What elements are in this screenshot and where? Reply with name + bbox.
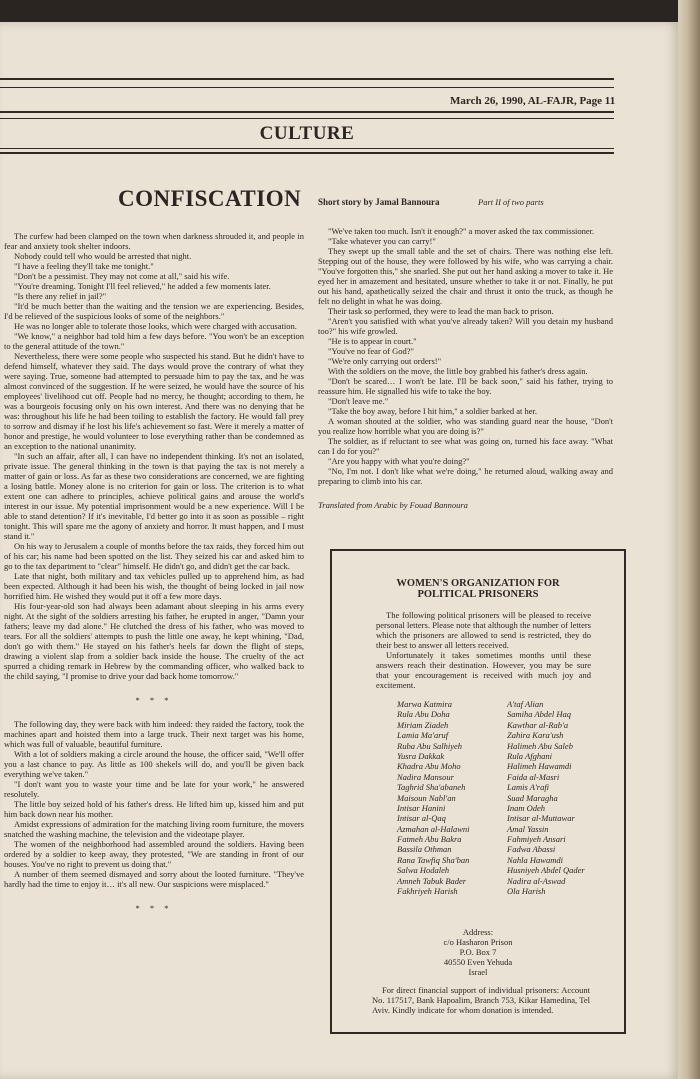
prisoner-name: Samiha Abdel Haq	[507, 709, 572, 720]
box-title-line: POLITICAL PRISONERS	[417, 589, 539, 600]
prisoner-name: Lamis A'rafi	[507, 782, 550, 793]
prisoner-name: Maisoun Nabl'an	[397, 792, 456, 803]
prisoner-name: Marwa Katmira	[397, 699, 453, 709]
section-rule	[0, 152, 614, 154]
story-paragraph: A woman shouted at the soldier, who was standing guard near the house, "Don't you realize how horrible what you are doing is?"	[318, 416, 613, 436]
prisoner-name: Kawthar al-Rab'a	[507, 719, 569, 730]
prisoner-name: Nahla Hawamdi	[507, 854, 563, 865]
prisoner-name: Lamia Ma'aruf	[397, 730, 449, 741]
address-line: 40550 Even Yehuda	[443, 957, 513, 967]
prisoner-name: Fatmeh Abu Bakra	[397, 834, 462, 845]
prisoner-name: Intisar Hanini	[397, 802, 446, 813]
prisoner-name: Halimeh Abu Saleb	[507, 740, 573, 751]
newspaper-page	[0, 22, 680, 1079]
section-title: CULTURE	[259, 123, 355, 144]
box-intro	[376, 610, 591, 690]
story-paragraph: On his way to Jerusalem a couple of months before the tax raids, they forced him out of his car; his name had been spotted on the list. They seized his car and asked him to go to the tax department to "clear" himself. He didn't go, and didn't get the car back.	[4, 541, 304, 571]
prisoner-names-left	[397, 699, 470, 896]
story-part: Part II of two parts	[478, 197, 544, 207]
section-separator: * * *	[135, 695, 173, 705]
prisoner-name: Khadra Abu Moho	[397, 761, 461, 772]
story-column-right	[318, 226, 613, 531]
story-paragraph: The curfew had been clamped on the town when darkness shrouded it, and people in fear and anxiety took shelter indoors.	[4, 231, 304, 251]
header-rule	[0, 78, 614, 80]
story-paragraph: "I have a feeling they'll take me tonight."	[14, 261, 154, 271]
translator-credit: Translated from Arabic by Fouad Bannoura	[318, 500, 468, 510]
prisoner-name: Fadwa Abassi	[507, 844, 556, 855]
story-paragraph: "Take the boy away, before I hit him," a soldier barked at her.	[328, 406, 538, 416]
prisoners-box	[330, 549, 626, 1034]
story-paragraph: "Are you happy with what you're doing?"	[328, 456, 470, 466]
prisoner-name: Rana Tawfiq Sha'ban	[397, 854, 470, 865]
prisoner-name: Intisar al-Qaq	[397, 813, 446, 824]
prisoner-name: Salwa Hodaleh	[397, 865, 450, 876]
prisoner-name: Rula Afghani	[507, 750, 552, 761]
story-paragraph: "Don't be scared… I won't be late. I'll be back soon," said his father, trying to reassure him. He signalled his wife to take the boy.	[318, 376, 613, 396]
prisoner-name: Ruba Abu Salhiyeh	[397, 740, 462, 751]
story-paragraph: "I don't want you to waste your time and be late for your work," he answered resolutely.	[4, 779, 304, 799]
address-line: Israel	[468, 967, 488, 977]
story-byline: Short story by Jamal Bannoura	[318, 197, 440, 207]
issue-rule	[0, 111, 614, 113]
story-paragraph: "It'd be much better than the waiting and the tension we are experiencing. Besides, I'd be relieved of the suspicious looks of some of the neighbors."	[4, 301, 304, 321]
prisoner-name: Husniyeh Abdel Qader	[507, 865, 585, 876]
header-rule-thin	[0, 87, 614, 88]
story-paragraph: "In such an affair, after all, I can have no independent thinking. It's not an isolated, private issue. The general thinking in the town is that paying the tax is not merely a matter of gain or loss. As far as these two considerations are concerned, we are fighting a losing battle. Money alone is no criterion for gain or loss. The criterion is to what extent one can adhere to principles, achieve political gains and arouse the world's interest in our issue. My potential imprisonment would be a new experience. Will I be able to stand detention? If it's inevitable, I'd better go into it as soon as possible – right tonight. This will spare me the agony of anxiety and horror. It must happen, and I must stand it."	[4, 451, 304, 541]
story-paragraph: "You're dreaming. Tonight I'll feel relieved," he added a few moments later.	[14, 281, 271, 291]
binding-spine	[678, 0, 700, 1079]
story-paragraph: Their task so performed, they were to lead the man back to prison.	[328, 306, 554, 316]
story-paragraph: "Take whatever you can carry!"	[328, 236, 436, 246]
prisoner-name: Amal Yassin	[507, 823, 549, 834]
issue-line: March 26, 1990, AL-FAJR, Page 11	[450, 95, 616, 107]
story-paragraph: The following day, they were back with him indeed: they raided the factory, took the machines apart and hoisted them into a large truck. Their next target was his home, which was full of valuable, beautiful furniture.	[4, 719, 304, 749]
story-paragraph: With the soldiers on the move, the little boy grabbed his father's dress again.	[328, 366, 588, 376]
prisoner-name: Fahmiyeh Ansari	[507, 834, 566, 845]
story-paragraph: "Don't leave me."	[328, 396, 389, 406]
issue-rule-thin	[0, 118, 614, 119]
prisoner-name: Taghrid Sha'abaneh	[397, 782, 466, 793]
prisoner-name: Azmahan al-Halawni	[397, 823, 470, 834]
story-paragraph: The soldier, as if reluctant to see what was going on, turned his face away. "What can I do for you?"	[318, 436, 613, 456]
story-paragraph: "No, I'm not. I don't like what we're doing," he returned aloud, walking away and preparing to climb into his car.	[318, 466, 613, 486]
story-paragraph: Amidst expressions of admiration for the matching living room furniture, the movers snatched the washing machine, the television and the videotape player.	[4, 819, 304, 839]
section-rule-thin	[0, 148, 614, 149]
story-paragraph: Nevertheless, there were some people who suspected his stand. But he didn't have to defend himself, whatever they said. The days would prove the contrary of what they were saying. True, someone had attempted to persuade him to pay the tax, and he was almost convinced of the suggestion. If he were seized, he would have the source of his employees' livelihood cut off. People had no mercy, he thought; according to them, he was a bourgeois focusing only on his own interest. And there was no denying that he was: throughout his life he had been toiling to establish the factory. He would fall prey to sorrow and dismay if he lost his life's achievement so fast. Were it merely a matter of honor and prestige, he would volunteer to lose everything rather than be condemned as an exception to the national unanimity.	[4, 351, 304, 451]
prison-address	[332, 927, 624, 977]
prisoner-name: Bassila Othman	[397, 844, 452, 855]
story-paragraph: They swept up the small table and the set of chairs. There was nothing else left. Stepping out of the house, they were followed by his wife, who was carrying a chair. "You've forgotten this," she snarled. She put out her hand asking a mover to take it. He eyed her in amazement and hesitated, unsure whether to take it or not. Finally, he put out his hand, apathetically seized the chair and thrust it onto the truck, as though he felt no delight in what he was doing.	[318, 246, 613, 306]
prisoner-name: Amneh Tabuk Bader	[397, 875, 467, 886]
prisoner-name: Faida al-Masri	[507, 771, 560, 782]
story-paragraph: A number of them seemed dismayed and sorry about the looted furniture. "They've hardly had the time to enjoy it… it's all new. Our suspicions were misplaced."	[4, 869, 304, 889]
intro-paragraph: The following political prisoners will be pleased to receive personal letters. Please note that although the number of letters which the prisoners are allowed to send is restricted, they do their best to answer all letters received.	[376, 610, 591, 650]
story-paragraph: "You've no fear of God?"	[328, 346, 414, 356]
prisoner-names-right	[507, 699, 585, 896]
prisoner-name: Nadira al-Aswad	[507, 875, 566, 886]
prisoner-name: Ola Harish	[507, 886, 546, 897]
story-paragraph: "He is to appear in court."	[328, 336, 417, 346]
box-title	[332, 578, 624, 600]
prisoner-name: Rula Abu Doha	[397, 709, 450, 720]
story-paragraph: With a lot of soldiers making a circle around the house, the officer said, "We'll offer you a last chance to pay. As little as 100 shekels will do, and you'll be given back everything we've taken."	[4, 749, 304, 779]
intro-paragraph: Unfortunately it takes sometimes months until these answers reach their destination. However, you may be sure that your encouragement is received with much joy and excitement.	[376, 650, 591, 690]
prisoner-name: Inam Odeh	[507, 802, 546, 813]
story-paragraph: The little boy seized hold of his father's dress. He lifted him up, kissed him and put him back down near his mother.	[4, 799, 304, 819]
prisoner-name: Intisar al-Muttawar	[507, 813, 575, 824]
story-paragraph: Nobody could tell who would be arrested that night.	[14, 251, 192, 261]
story-paragraph: Late that night, both military and tax vehicles pulled up to apprehend him, as had been expected. Although it had been his wish, the thought of being locked in jail now horrified him. He wished they would put it off a few more days.	[4, 571, 304, 601]
prisoner-name: Halimeh Hawamdi	[507, 761, 572, 772]
section-separator-end: * * *	[135, 903, 173, 913]
box-title-line: WOMEN'S ORGANIZATION FOR	[396, 578, 560, 589]
prisoner-name: Yusra Dakkak	[397, 750, 445, 761]
story-paragraph: His four-year-old son had always been adamant about sleeping in his arms every night. At the sight of the soldiers arresting his father, he erupted in anger, "Damn your fathers; leave my dad alone." He clutched the dress of his father, who was moved to tears. For all the soldiers' attempts to push the little one away, he kept whining, "Dad, don't go with them." He stayed on his father's heels far down the flight of steps, drawing a violent slap from a soldier back inside the house. The cruelty of the act spurred a chiding remark in Hebrew by the commanding officer, who walked back to the child saying, "I promise to drive your dad back home tomorrow."	[4, 601, 304, 681]
story-paragraph: "Aren't you satisfied with what you've already taken? Will you detain my husband too?" his wife growled.	[318, 316, 613, 336]
address-label: Address:	[462, 927, 494, 937]
story-paragraph: "Is there any relief in jail?"	[14, 291, 107, 301]
prisoner-name: Suad Maragha	[507, 792, 558, 803]
story-paragraph: "Don't be a pessimist. They may not come at all," said his wife.	[14, 271, 230, 281]
prisoner-name: A'taf Alian	[507, 699, 544, 709]
story-paragraph: The women of the neighborhood had assembled around the soldiers. Having been ordered by a soldier to keep away, they protested, "We are standing in front of our houses. You've no right to prevent us doing that."	[4, 839, 304, 869]
story-paragraph: "We're only carrying out orders!"	[328, 356, 442, 366]
story-paragraph: "We've taken too much. Isn't it enough?" a mover asked the tax commissioner.	[328, 226, 595, 236]
prisoner-name: Nadira Mansour	[397, 771, 454, 782]
story-headline: CONFISCATION	[118, 186, 302, 211]
prisoner-name: Zahira Kara'ush	[507, 730, 564, 741]
story-paragraph: He was no longer able to tolerate those looks, which were charged with accusation.	[14, 321, 297, 331]
story-paragraph: "We know," a neighbor had told him a few days before. "You won't be an exception to the general attitude of the town."	[4, 331, 304, 351]
address-line: P.O. Box 7	[459, 947, 497, 957]
prisoner-name: Fakhriyeh Harish	[397, 886, 458, 897]
prisoner-name: Miriam Ziadeh	[397, 719, 449, 730]
address-line: c/o Hasharon Prison	[443, 937, 513, 947]
story-column-left	[4, 231, 304, 1061]
financial-support-note: For direct financial support of individual prisoners: Account No. 117517, Bank Hapoalim, Branch 753, Kikar Hamedina, Tel Aviv. Kindly indicate for whom donation is intended.	[372, 985, 590, 1015]
